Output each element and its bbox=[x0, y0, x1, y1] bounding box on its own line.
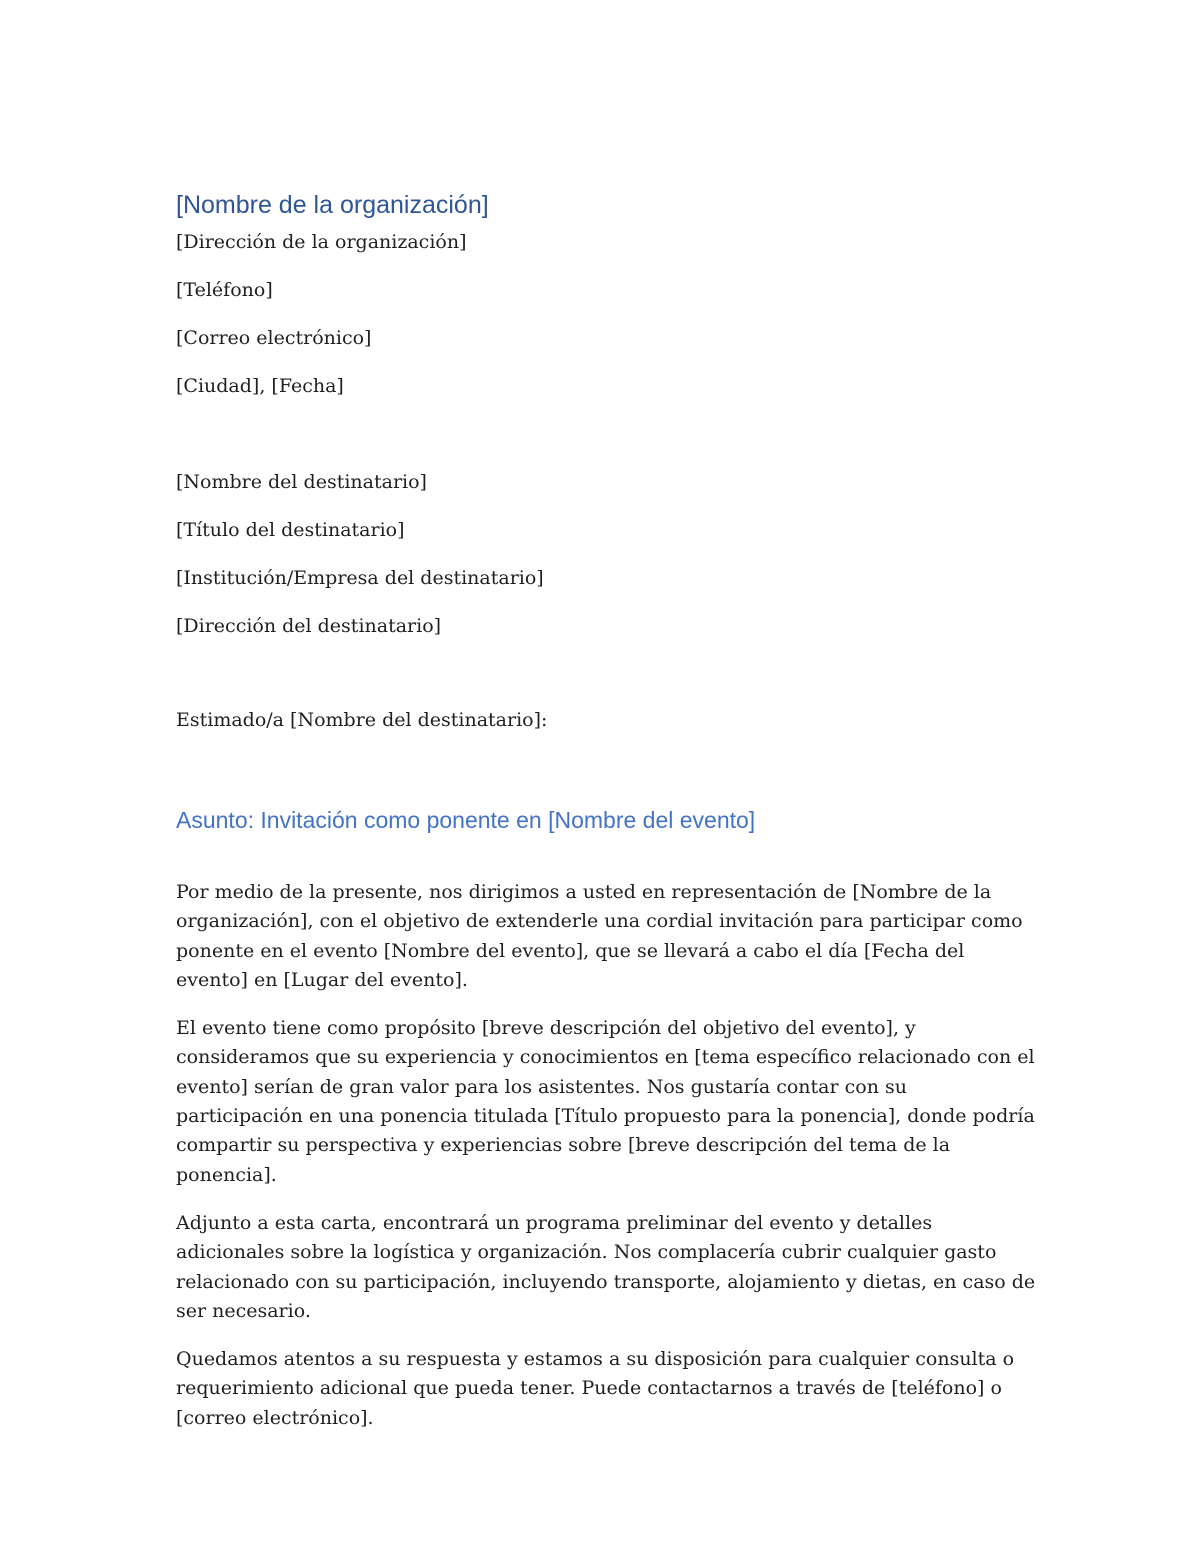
recipient-institution: [Institución/Empresa del destinatario] bbox=[176, 567, 544, 589]
body-paragraph-1: Por medio de la presente, nos dirigimos a usted en representación de [Nombre de la organización], con el objetivo de extenderle una cordial invitación para participar como ponente en el evento [Nombre del evento], que se llevará a cabo el día [Fecha del evento] en [Lugar del evento]. bbox=[176, 881, 1023, 991]
city-and-date: [Ciudad], [Fecha] bbox=[176, 375, 344, 397]
salutation: Estimado/a [Nombre del destinatario]: bbox=[176, 709, 548, 731]
recipient-name: [Nombre del destinatario] bbox=[176, 471, 427, 493]
organization-phone: [Teléfono] bbox=[176, 279, 273, 301]
organization-address: [Dirección de la organización] bbox=[176, 231, 467, 253]
organization-name-heading: [Nombre de la organización] bbox=[176, 191, 489, 219]
subject-heading: Asunto: Invitación como ponente en [Nombre del evento] bbox=[176, 807, 756, 833]
body-paragraph-4: Quedamos atentos a su respuesta y estamos a su disposición para cualquier consulta o requerimiento adicional que pueda tener. Puede contactarnos a través de [teléfono] o [correo electrónico]. bbox=[176, 1348, 1015, 1429]
organization-email: [Correo electrónico] bbox=[176, 327, 372, 349]
letter-body bbox=[176, 188, 1036, 1452]
recipient-address: [Dirección del destinatario] bbox=[176, 615, 442, 637]
recipient-title: [Título del destinatario] bbox=[176, 519, 405, 541]
body-paragraph-3: Adjunto a esta carta, encontrará un programa preliminar del evento y detalles adicionales sobre la logística y organización. Nos complacería cubrir cualquier gasto relacionado con su participación, incluyendo transporte, alojamiento y dietas, en caso de ser necesario. bbox=[176, 1211, 1036, 1322]
body-paragraph-2: El evento tiene como propósito [breve descripción del objetivo del evento], y consideramos que su experiencia y conocimientos en [tema específico relacionado con el evento] serían de gran valor para los asistentes. Nos gustaría contar con su participación en una ponencia titulada [Título propuesto para la ponencia], donde podría compartir su perspectiva y experiencias sobre [breve descripción del tema de la ponencia]. bbox=[176, 1017, 1035, 1186]
